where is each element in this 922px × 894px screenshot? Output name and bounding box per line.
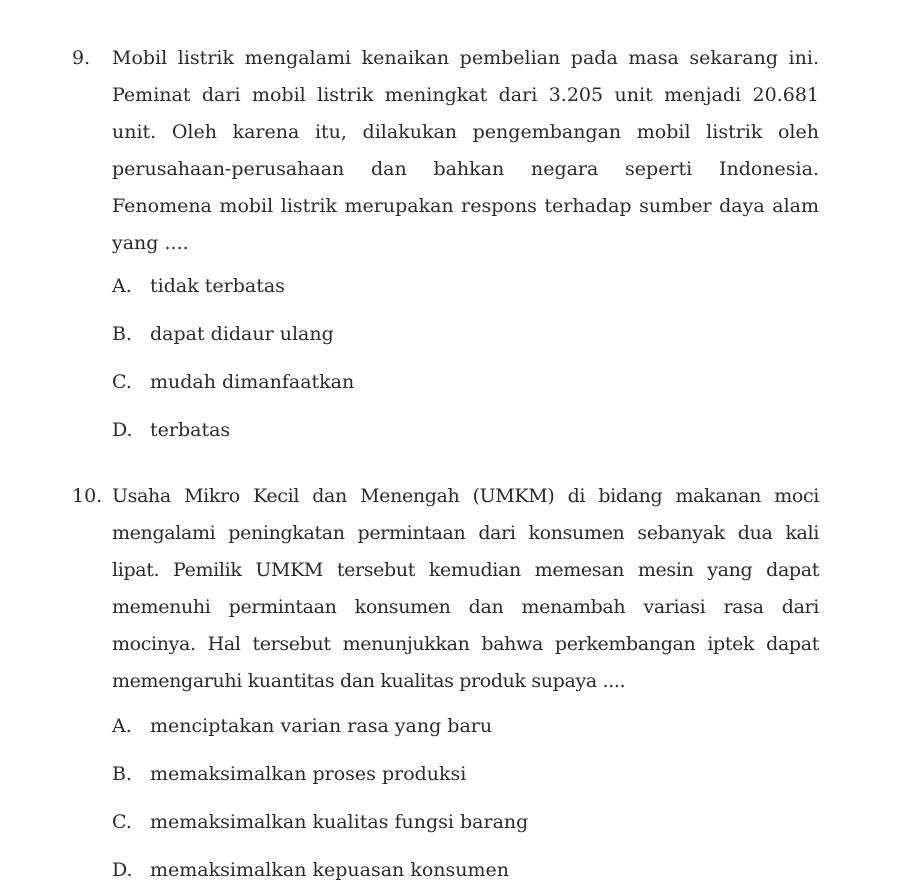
option-text: memaksimalkan kepuasan konsumen <box>150 859 509 881</box>
question-number: 9. <box>72 47 91 69</box>
option-letter: C. <box>112 371 132 393</box>
option-text: dapat didaur ulang <box>150 323 334 345</box>
option-letter: D. <box>112 859 133 881</box>
option-text: terbatas <box>150 419 231 441</box>
question-9 <box>72 40 832 442</box>
option-c[interactable] <box>112 370 832 394</box>
question-text: Usaha Mikro Kecil dan Menengah (UMKM) di bidang makanan moci mengalami peningkatan permintaan dari konsumen sebanyak dua kali lipat. Pemilik UMKM tersebut kemudian memesan mesin yang dapat memenuhi permintaan konsumen dan menambah variasi rasa dari mocinya. Hal tersebut menunjukkan bahwa perkembangan iptek dapat memengaruhi kuantitas dan kualitas produk supaya .... <box>112 485 819 692</box>
option-d[interactable] <box>112 858 832 882</box>
option-text: memaksimalkan proses produksi <box>150 763 467 785</box>
question-10 <box>72 478 832 882</box>
question-text: Mobil listrik mengalami kenaikan pembelian pada masa sekarang ini. Peminat dari mobil listrik meningkat dari 3.205 unit menjadi 20.681 unit. Oleh karena itu, dilakukan pengembangan mobil listrik oleh perusahaan-perusahaan dan bahkan negara seperti Indonesia. Fenomena mobil listrik merupakan respons terhadap sumber daya alam yang .... <box>112 47 819 254</box>
option-letter: C. <box>112 811 132 833</box>
option-b[interactable] <box>112 322 832 346</box>
answer-options <box>112 274 832 442</box>
option-a[interactable] <box>112 274 832 298</box>
option-c[interactable] <box>112 810 832 834</box>
option-a[interactable] <box>112 714 832 738</box>
option-text: mudah dimanfaatkan <box>150 371 355 393</box>
option-letter: A. <box>112 275 132 297</box>
option-text: memaksimalkan kualitas fungsi barang <box>150 811 529 833</box>
option-d[interactable] <box>112 418 832 442</box>
option-letter: B. <box>112 323 133 345</box>
answer-options <box>112 714 832 882</box>
option-text: tidak terbatas <box>150 275 285 297</box>
question-number: 10. <box>72 485 103 507</box>
option-letter: B. <box>112 763 133 785</box>
option-letter: D. <box>112 419 133 441</box>
option-text: menciptakan varian rasa yang baru <box>150 715 493 737</box>
option-letter: A. <box>112 715 132 737</box>
option-b[interactable] <box>112 762 832 786</box>
